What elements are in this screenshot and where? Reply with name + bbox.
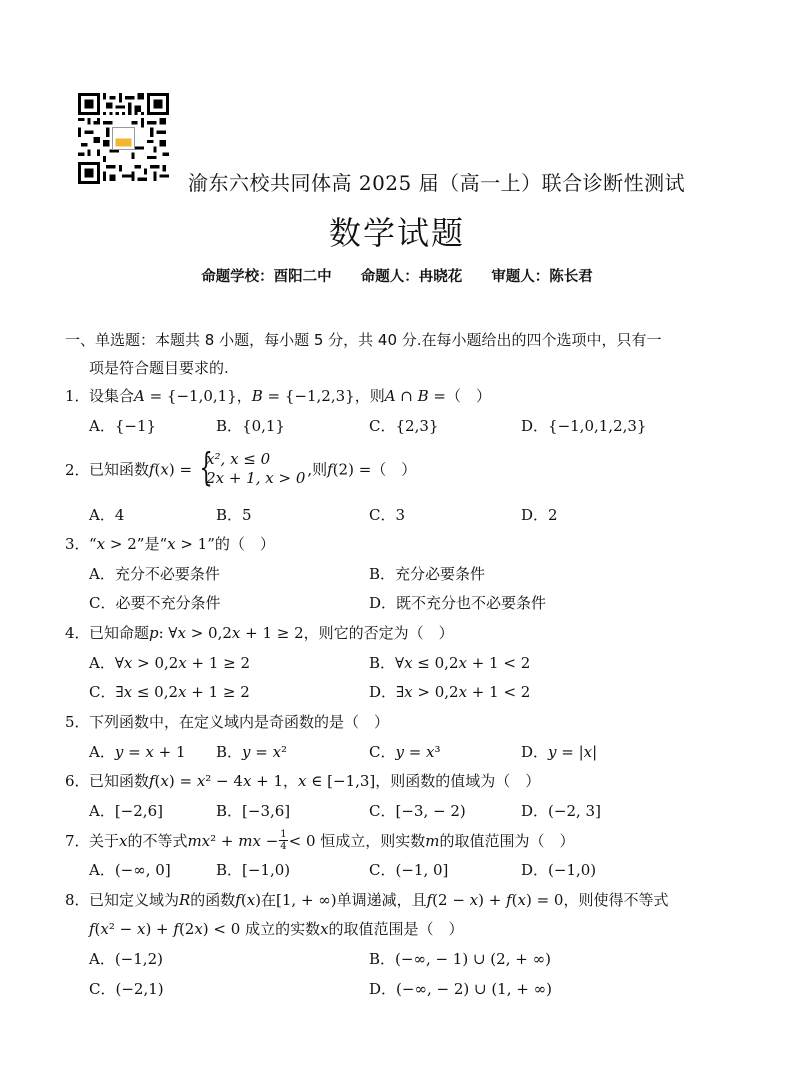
proposer: 命题人：冉晓花 xyxy=(360,269,463,285)
option-b: B．[−1,0) xyxy=(216,861,291,879)
reviewer: 审题人：陈长君 xyxy=(491,269,593,285)
piecewise-function: { 𝑥², 𝑥 ≤ 0 2𝑥 + 1, 𝑥 > 0 xyxy=(199,445,306,489)
question-4: 4．已知命题𝑝: ∀𝑥 > 0,2𝑥 + 1 ≥ 2，则它的否定为（ ） xyxy=(65,624,454,642)
question-1: 1．设集合𝐴 = {−1,0,1}，𝐵 = {−1,2,3}，则𝐴 ∩ 𝐵 =（ ） xyxy=(65,387,492,405)
question-3: 3．“𝑥 > 2”是“𝑥 > 1”的（ ） xyxy=(65,535,275,553)
question-8-continued: 𝑓(𝑥² − 𝑥) + 𝑓(2𝑥) < 0 成立的实数𝑥的取值范围是（ ） xyxy=(89,920,464,938)
option-d: D．𝑦 = |𝑥| xyxy=(521,743,598,761)
option-c: C．(−1, 0] xyxy=(369,861,449,879)
option-d: D．(−∞, − 2) ∪ (1, + ∞) xyxy=(369,980,552,998)
option-c: C．[−3, − 2) xyxy=(369,802,466,820)
option-a: A．𝑦 = 𝑥 + 1 xyxy=(89,743,186,761)
option-c: C．必要不充分条件 xyxy=(89,594,221,612)
option-b: B．𝑦 = 𝑥² xyxy=(216,743,288,761)
option-b: B．充分必要条件 xyxy=(369,565,486,583)
question-stem: 设集合𝐴 = {−1,0,1}，𝐵 = {−1,2,3}，则𝐴 ∩ 𝐵 =（ ） xyxy=(89,387,492,405)
option-a: A．[−2,6] xyxy=(89,802,163,820)
option-c: C．∃𝑥 ≤ 0,2𝑥 + 1 ≥ 2 xyxy=(89,683,250,701)
option-d: D．{−1,0,1,2,3} xyxy=(521,417,647,435)
author-line xyxy=(0,265,794,286)
question-stem: 已知函数𝑓(𝑥) = 𝑥² − 4𝑥 + 1，𝑥 ∈ [−1,3]，则函数的值域为（ ） xyxy=(89,772,541,790)
option-b: B．5 xyxy=(216,506,252,524)
question-2: 2．已知函数𝑓(𝑥) = { 𝑥², 𝑥 ≤ 0 2𝑥 + 1, 𝑥 > 0 ,则𝑓(2) =（ ） xyxy=(65,445,417,489)
option-c: C．(−2,1) xyxy=(89,980,164,998)
qr-code-image xyxy=(78,93,169,184)
option-c: C．{2,3} xyxy=(369,417,439,435)
question-7: 7．关于𝑥的不等式𝑚𝑥² + 𝑚𝑥 − $\frac{1}{4}$ < 0 恒成立，则实数𝑚的取值范围为（ ） xyxy=(65,829,575,852)
option-d: D．∃𝑥 > 0,2𝑥 + 1 < 2 xyxy=(369,683,531,701)
question-stem: 已知定义域为𝑅的函数𝑓(𝑥)在[1, + ∞)单调递减，且𝑓(2 − 𝑥) + 𝑓(𝑥) = 0，则使得不等式 xyxy=(89,891,669,909)
option-b: B．{0,1} xyxy=(216,417,285,435)
question-stem: “𝑥 > 2”是“𝑥 > 1”的（ ） xyxy=(89,535,275,553)
option-d: D．(−1,0) xyxy=(521,861,597,879)
option-c: C．𝑦 = 𝑥³ xyxy=(369,743,441,761)
option-d: D．既不充分也不必要条件 xyxy=(369,594,547,612)
option-d: D．(−2, 3] xyxy=(521,802,601,820)
question-stem: 下列函数中，在定义域内是奇函数的是（ ） xyxy=(89,713,390,731)
section-line-1: 一、单选题：本题共 8 小题，每小题 5 分，共 40 分.在每小题给出的四个选项中，只有一 xyxy=(65,331,662,349)
option-a: A．∀𝑥 > 0,2𝑥 + 1 ≥ 2 xyxy=(89,654,251,672)
question-8: 8．已知定义域为𝑅的函数𝑓(𝑥)在[1, + ∞)单调递减，且𝑓(2 − 𝑥) + 𝑓(𝑥) = 0，则使得不等式 xyxy=(65,891,669,909)
option-a: A．{−1} xyxy=(89,417,157,435)
option-a: A．(−∞, 0] xyxy=(89,861,171,879)
exam-header-title: 渝东六校共同体高 2025 届（高一上）联合诊断性测试 xyxy=(188,171,686,195)
option-b: B．∀𝑥 ≤ 0,2𝑥 + 1 < 2 xyxy=(369,654,531,672)
question-6: 6．已知函数𝑓(𝑥) = 𝑥² − 4𝑥 + 1，𝑥 ∈ [−1,3]，则函数的值域为（ ） xyxy=(65,772,541,790)
option-b: B．[−3,6] xyxy=(216,802,291,820)
section-line-2: 项是符合题目要求的. xyxy=(89,359,229,377)
question-5: 5．下列函数中，在定义域内是奇函数的是（ ） xyxy=(65,713,390,731)
subject-title: 数学试题 xyxy=(328,214,465,252)
option-a: A．4 xyxy=(89,506,125,524)
option-a: A．充分不必要条件 xyxy=(89,565,220,583)
option-b: B．(−∞, − 1) ∪ (2, + ∞) xyxy=(369,950,551,968)
proposing-school: 命题学校：酉阳二中 xyxy=(201,269,332,285)
question-stem: 已知命题𝑝: ∀𝑥 > 0,2𝑥 + 1 ≥ 2，则它的否定为（ ） xyxy=(89,624,454,642)
fraction-one-quarter: $\frac{1}{4}$ xyxy=(280,829,287,852)
section-instructions xyxy=(65,326,735,382)
option-a: A．(−1,2) xyxy=(89,950,163,968)
option-c: C．3 xyxy=(369,506,406,524)
option-d: D．2 xyxy=(521,506,558,524)
